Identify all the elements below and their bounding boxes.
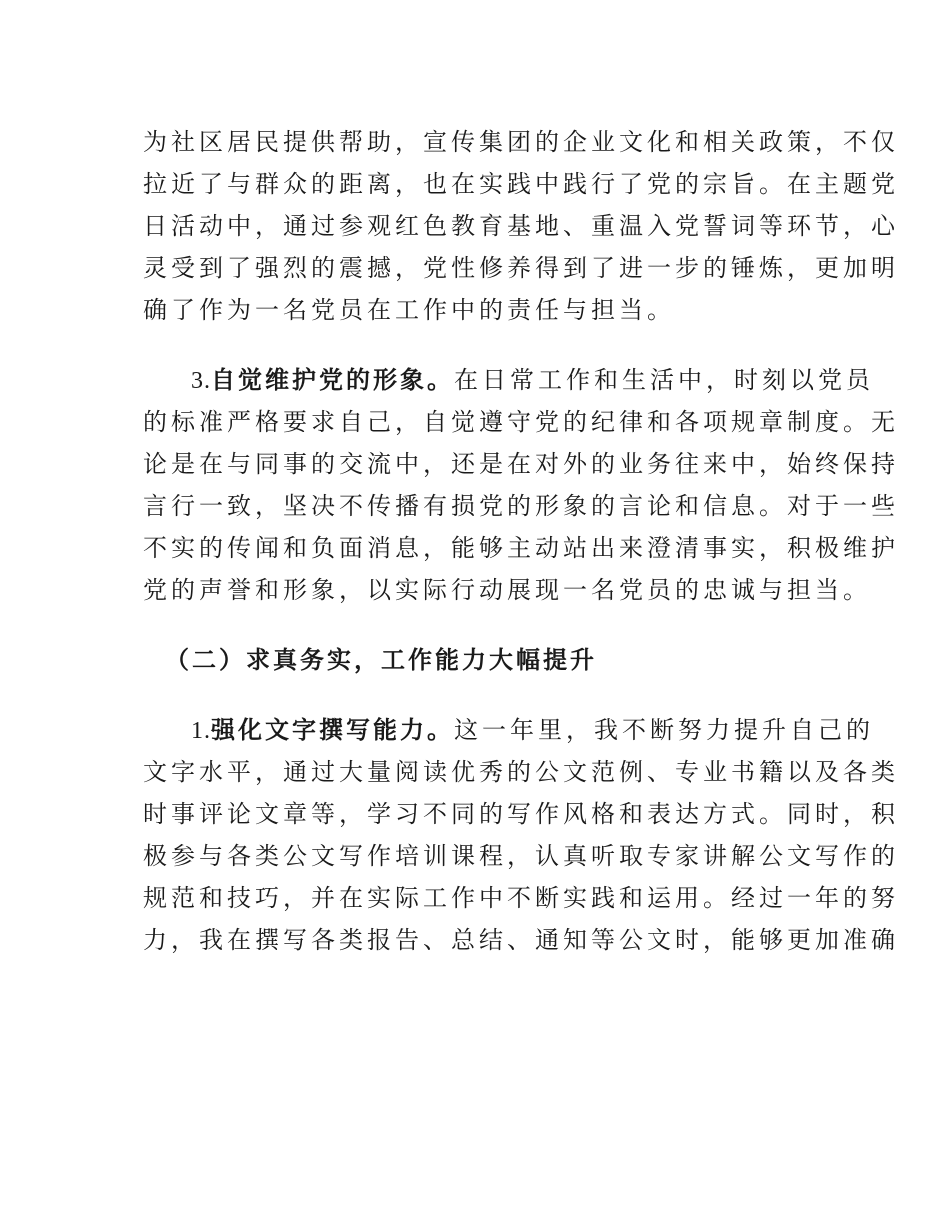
item-title: 自觉维护党的形象。 [211,366,454,394]
paragraph-community-service [143,121,899,331]
paragraph-first-line [143,359,874,401]
document-page [143,121,899,961]
paragraph-party-image [143,359,899,611]
text-line: 确了作为一名党员在工作中的责任与担当。 [143,296,675,324]
text-line: 拉近了与群众的距离，也在实践中践行了党的宗旨。在主题党 [143,170,899,198]
text-line: 的标准严格要求自己，自觉遵守党的纪律和各项规章制度。无 [143,408,899,436]
paragraph-first-line [143,709,874,751]
text-line: 论是在与同事的交流中，还是在对外的业务往来中，始终保持 [143,450,899,478]
text-line: 文字水平，通过大量阅读优秀的公文范例、专业书籍以及各类 [143,758,899,786]
paragraph-writing-ability [143,709,899,961]
text-line: 日活动中，通过参观红色教育基地、重温入党誓词等环节，心 [143,212,899,240]
item-number: 3. [191,368,211,394]
text-line: 灵受到了强烈的震撼，党性修养得到了进一步的锤炼，更加明 [143,254,899,282]
text-line: 力，我在撰写各类报告、总结、通知等公文时，能够更加准确 [143,926,899,954]
item-title: 强化文字撰写能力。 [211,716,454,744]
text-line: 极参与各类公文写作培训课程，认真听取专家讲解公文写作的 [143,842,899,870]
text-line: 党的声誉和形象，以实际行动展现一名党员的忠诚与担当。 [143,576,871,604]
text-line: 言行一致，坚决不传播有损党的形象的言论和信息。对于一些 [143,492,899,520]
text-run: 这一年里，我不断努力提升自己的 [454,716,874,744]
text-line: 为社区居民提供帮助，宣传集团的企业文化和相关政策，不仅 [143,128,899,156]
item-number: 1. [191,718,211,744]
text-line: 不实的传闻和负面消息，能够主动站出来澄清事实，积极维护 [143,534,899,562]
text-run: 在日常工作和生活中，时刻以党员 [454,366,874,394]
text-line: 规范和技巧，并在实际工作中不断实践和运用。经过一年的努 [143,884,899,912]
text-line: 时事评论文章等，学习不同的写作风格和表达方式。同时，积 [143,800,899,828]
section-heading: （二）求真务实，工作能力大幅提升 [165,646,597,674]
